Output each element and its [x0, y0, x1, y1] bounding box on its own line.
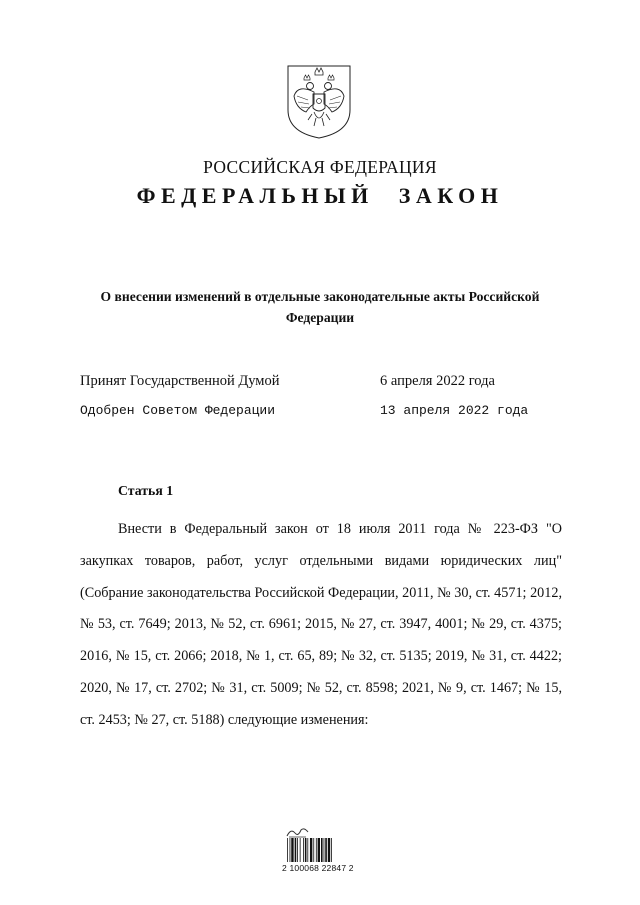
coat-of-arms-icon: [284, 62, 354, 140]
duma-date: 6 апреля 2022 года: [380, 373, 495, 389]
duma-label: Принят Государственной Думой: [80, 373, 280, 389]
document-type: ФЕДЕРАЛЬНЫЙ ЗАКОН: [136, 183, 504, 208]
article-heading: Статья 1: [118, 483, 174, 498]
signature-mark-icon: [286, 826, 310, 838]
council-date: 13 апреля 2022 года: [380, 403, 529, 418]
law-title: О внесении изменений в отдельные законодательные акты Российской Федерации: [100, 289, 540, 325]
barcode-number: 2 100068 22847 2: [282, 863, 354, 873]
council-label: Одобрен Советом Федерации: [80, 403, 276, 418]
country-name: РОССИЙСКАЯ ФЕДЕРАЦИЯ: [203, 157, 437, 177]
barcode-icon: [286, 838, 350, 862]
article-body: Внести в Федеральный закон от 18 июля 2011 года № 223-ФЗ "О закупках товаров, работ, услуг отдельными видами юридических лиц" (Собрание законодательства Российской Федерации, 2011, № 30, ст. 4571; 2012, № 53, ст. 7649; 2013, № 52, ст. 6961; 2015, № 27, ст. 3947, 4001; № 29, ст. 4375; 2016, № 15, ст. 2066; 2018, № 1, ст. 65, 89; № 32, ст. 5135; 2019, № 31, ст. 4422; 2020, № 17, ст. 2702; № 31, ст. 5009; № 52, ст. 8598; 2021, № 9, ст. 1467; № 15, ст. 2453; № 27, ст. 5188) следующие изменения:: [80, 521, 562, 728]
